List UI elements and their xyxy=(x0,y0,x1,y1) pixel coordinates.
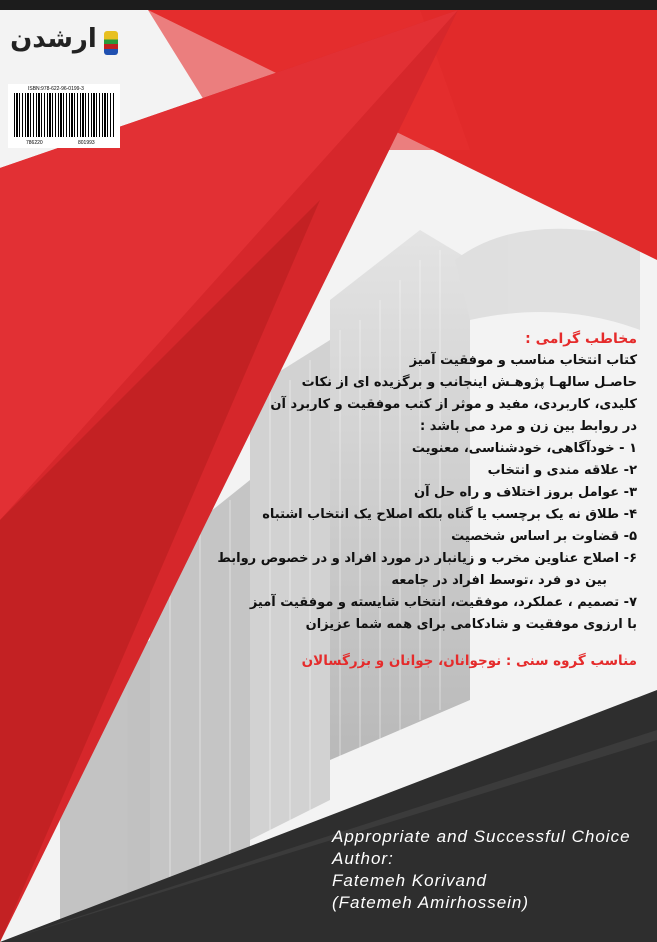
publisher-logo-text: ارشدن xyxy=(10,24,97,54)
isbn-barcode xyxy=(8,84,120,148)
list-item: ۲- علاقه مندی و انتخاب xyxy=(487,463,637,478)
author-alias: (Fatemeh Amirhossein) xyxy=(332,893,530,912)
list-item: ۷- تصمیم ، عملکرد، موفقیت، انتخاب شایسته و موفقیت آمیز xyxy=(249,595,637,610)
barcode-bars xyxy=(14,93,114,137)
list-item: ۵- قضاوت بر اساس شخصیت xyxy=(451,529,637,544)
barcode-right-number: 801993 xyxy=(78,140,95,146)
publisher-logo xyxy=(10,22,120,56)
list-item-continuation: بین دو فرد ،توسط افراد در جامعه xyxy=(391,573,607,588)
persian-description xyxy=(197,328,637,672)
author-label: Author: xyxy=(332,849,394,868)
list-item: ۴- طلاق نه یک برچسب یا گناه بلکه اصلاح یک انتخاب اشتباه xyxy=(262,507,637,522)
isbn-text: ISBN:978-622-96-0199-3 xyxy=(28,86,84,92)
list-item: ۱ - خودآگاهی، خودشناسی، معنویت xyxy=(411,441,637,456)
greeting: مخاطب گرامی : xyxy=(525,331,637,347)
description-line: کلیدی، کاربردی، مفید و موثر از کتب موفقیت و کاربرد آن xyxy=(270,397,637,412)
list-item: ۳- عوامل بروز اختلاف و راه حل آن xyxy=(413,485,637,500)
list-item: ۶- اصلاح عناوین مخرب و زیانبار در مورد افراد و در خصوص روابط xyxy=(217,551,637,566)
pencil-stack-icon xyxy=(104,31,118,55)
description-line: کتاب انتخاب مناسب و موفقیت آمیز xyxy=(409,353,637,368)
author-name: Fatemeh Korivand xyxy=(332,871,487,890)
closing-line: با ارزوی موفقیت و شادکامی برای همه شما عزیزان xyxy=(305,617,637,632)
english-credits xyxy=(332,826,631,914)
age-group: مناسب گروه سنی : نوجوانان، جوانان و بزرگسالان xyxy=(301,653,637,669)
barcode-left-number: 786220 xyxy=(26,140,43,146)
description-line: حاصـل سالهـا پژوهـش اینجانب و برگزیده ای از نکات xyxy=(301,375,637,390)
description-line: در روابط بین زن و مرد می باشد : xyxy=(420,419,637,434)
english-title: Appropriate and Successful Choice xyxy=(332,827,631,846)
